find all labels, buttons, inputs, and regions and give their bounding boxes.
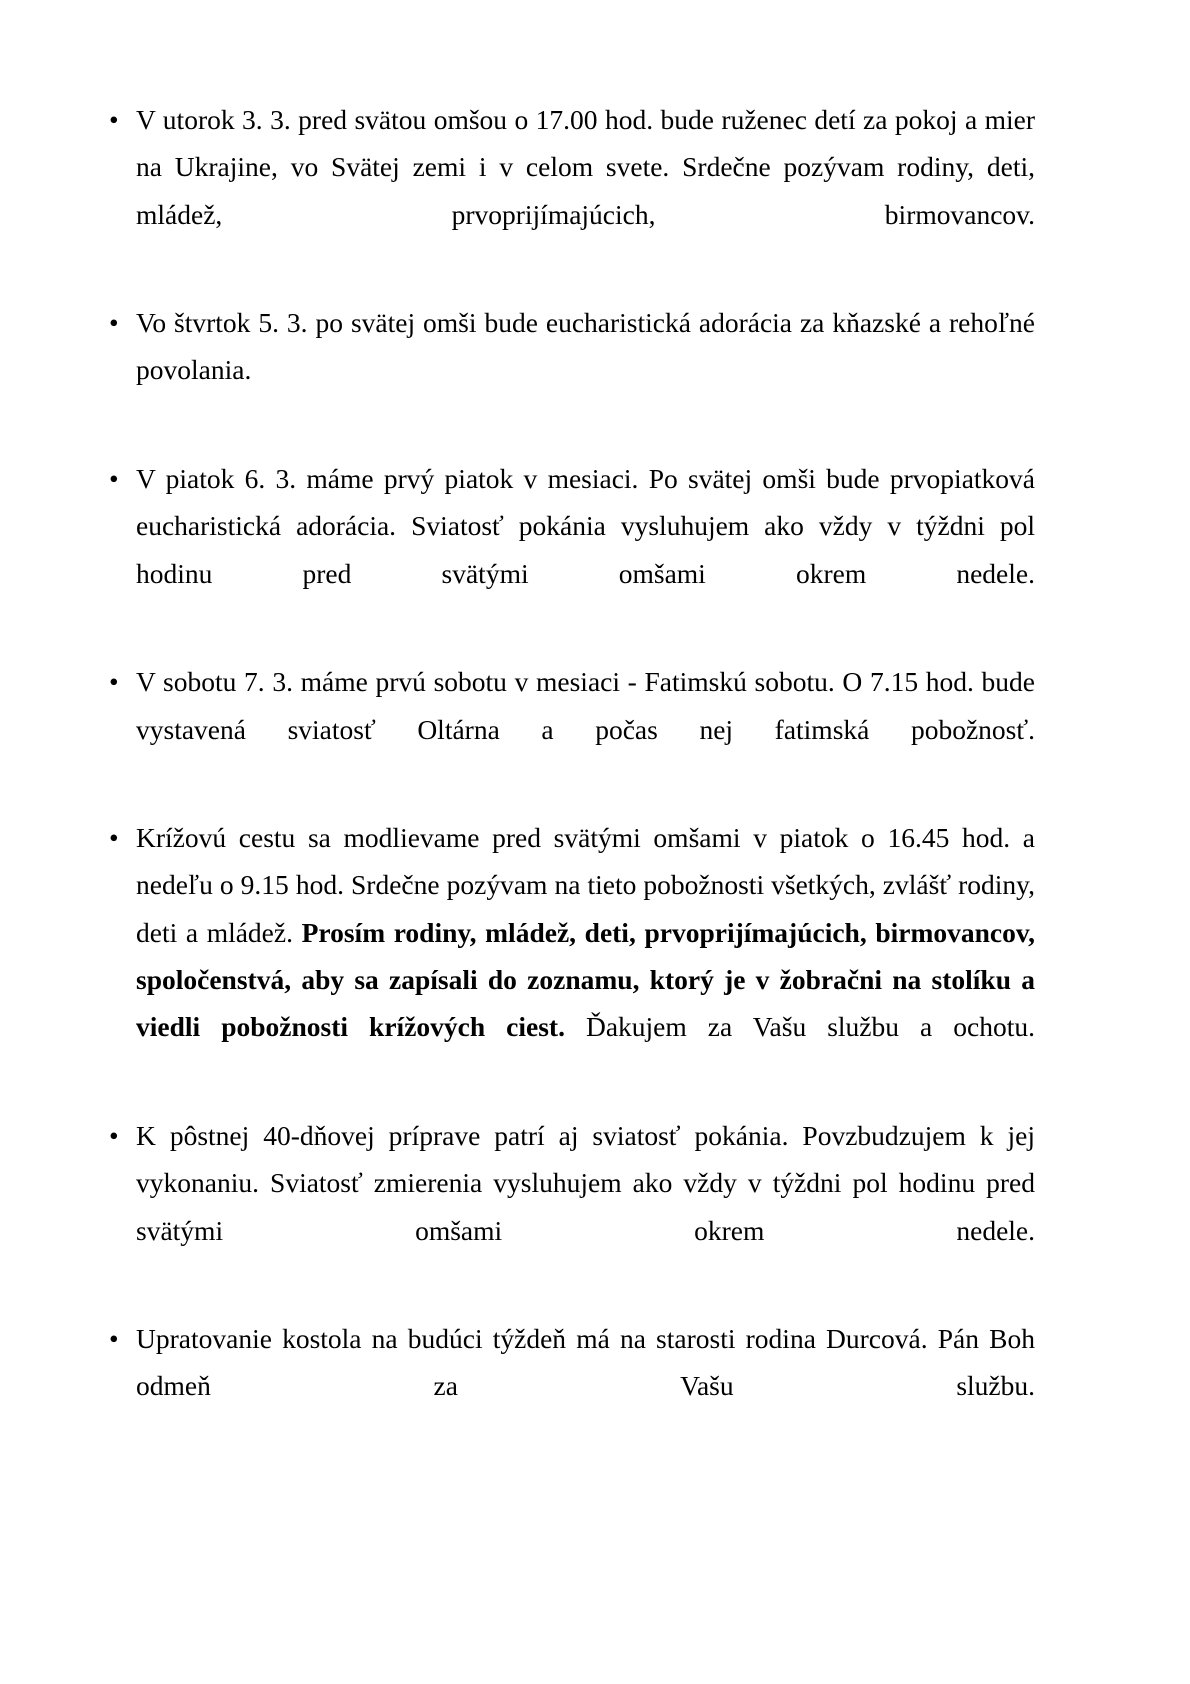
list-item [100,814,1035,1098]
list-item [100,96,1035,285]
bullet-icon: • [109,463,119,495]
list-item-text [136,814,1035,1098]
text-run: Upratovanie kostola na budúci týždeň má na starosti rodina Durcová. Pán Boh odmeň za Vašu službu. [136,1323,1035,1402]
text-run: Vo štvrtok 5. 3. po svätej omši bude eucharistická adorácia za kňazské a rehoľné povolania. [136,307,1035,386]
list-item-text [136,455,1035,644]
list-item-text [136,96,1035,285]
text-run: Krížovú cestu sa modlievame pred svätými omšami v piatok o 16.45 hod. a nedeľu o 9.15 hod. Srdečne pozývam na tieto pobožnosti všetkých, zvlášť rodiny, deti a mládež. [136,822,1035,948]
bullet-icon: • [109,666,119,698]
announcement-list [100,96,1035,1457]
bullet-icon: • [109,104,119,135]
list-item-text [136,299,1035,441]
bullet-icon: • [109,1323,119,1355]
list-item [100,1315,1035,1457]
bullet-icon: • [109,1119,119,1151]
list-item [100,1112,1035,1301]
list-item [100,299,1035,441]
list-item [100,658,1035,800]
bullet-icon: • [109,307,119,339]
list-item-text [136,1315,1035,1457]
list-item [100,455,1035,644]
text-run: V sobotu 7. 3. máme prvú sobotu v mesiaci - Fatimskú sobotu. O 7.15 hod. bude vystavená sviatosť Oltárna a počas nej fatimská pobožnosť. [136,666,1035,745]
text-run: V piatok 6. 3. máme prvý piatok v mesiaci. Po svätej omši bude prvopiatková eucharistická adorácia. Sviatosť pokánia vysluhujem ako vždy v týždni pol hodinu pred svätými omšami okrem nedele. [136,463,1035,589]
bullet-icon: • [109,822,119,854]
text-run: K pôstnej 40-dňovej príprave patrí aj sviatosť pokánia. Povzbudzujem k jej vykonaniu. Sviatosť zmierenia vysluhujem ako vždy v týždni pol hodinu pred svätými omšami okrem nedele. [136,1119,1035,1246]
list-item-text [136,1112,1035,1301]
emphasized-text-run: Prosím rodiny, mládež, deti, prvoprijímajúcich, birmovancov, spoločenstvá, aby sa zapísali do zoznamu, ktorý je v žobračni na stolíku a viedli pobožnosti krížových ciest. [136,916,1035,1043]
list-item-text [136,658,1035,800]
text-run: V utorok 3. 3. pred svätou omšou o 17.00 hod. bude ruženec detí za pokoj a mier na Ukrajine, vo Svätej zemi i v celom svete. Srdečne pozývam rodiny, deti, mládež, prvoprijímajúcich, birmovancov. [136,104,1035,230]
text-run: Ďakujem za Vašu službu a ochotu. [564,1011,1035,1043]
